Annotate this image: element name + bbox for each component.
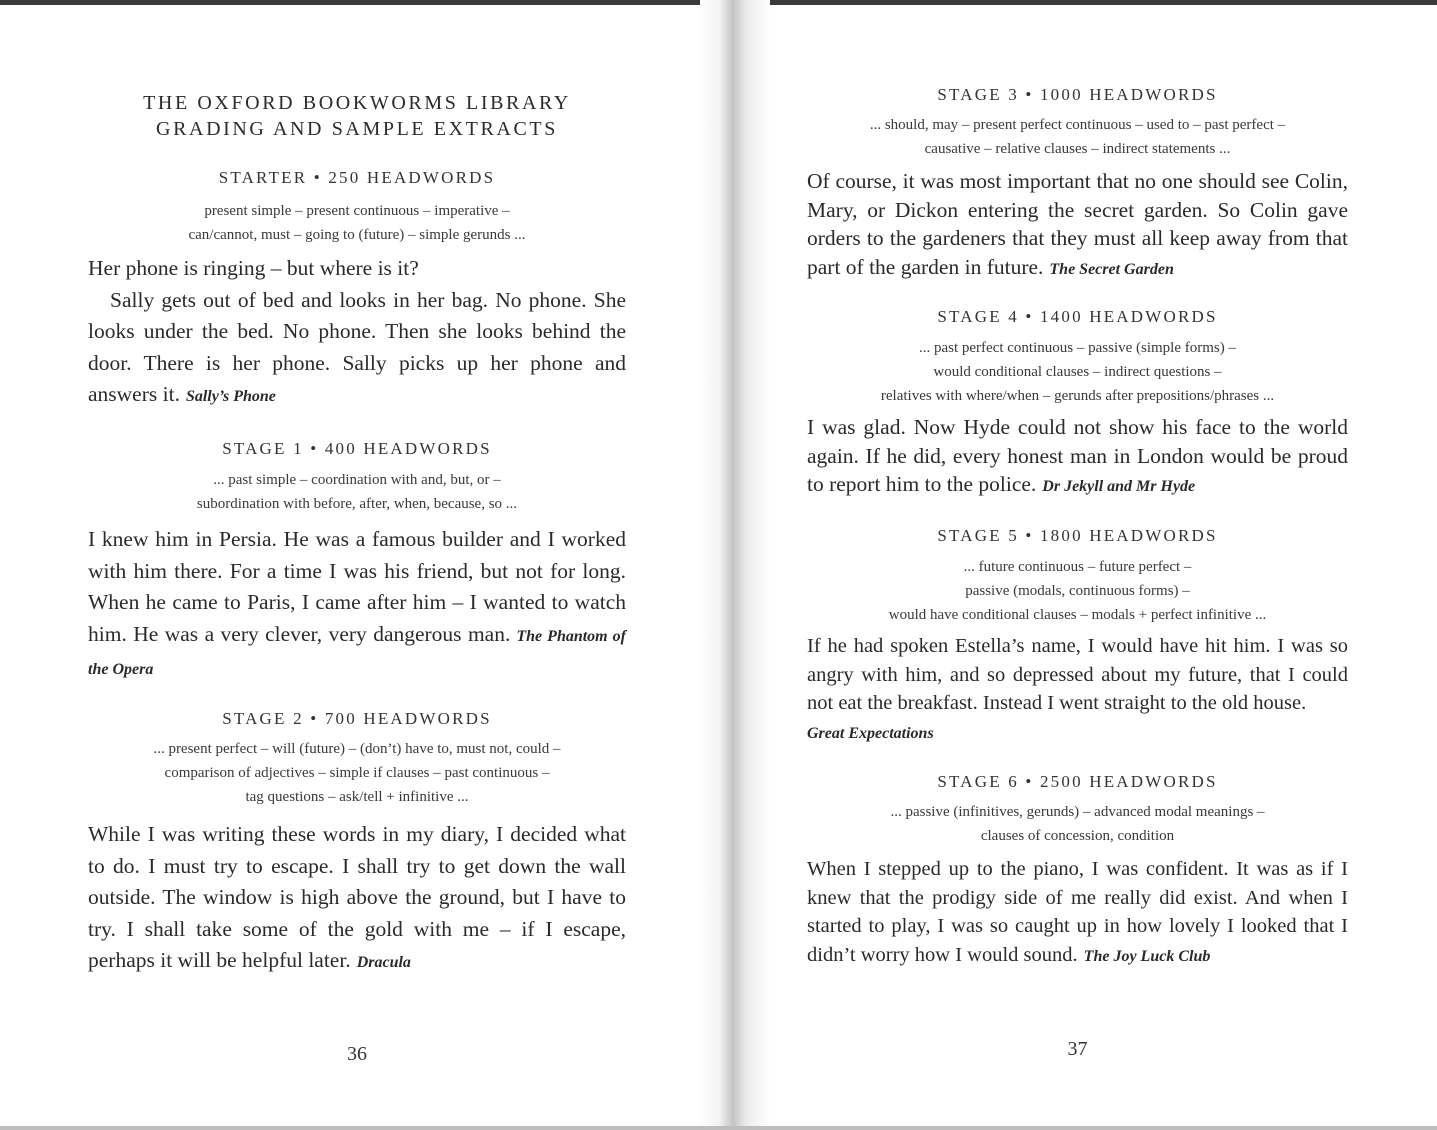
grammar-summary	[88, 737, 626, 809]
book-title: The Secret Garden	[1049, 260, 1174, 278]
extract-text: While I was writing these words in my diary, I decided what to do. I must try to escape. I shall try to get down the wall outside. The window is high above the ground, but I have to try. I shall take some of the gold with me – if I escape, perhaps it will be helpful later.	[88, 822, 626, 972]
grammar-line: comparison of adjectives – simple if clauses – past continuous –	[164, 765, 550, 781]
sample-extract	[88, 253, 626, 413]
grammar-line: ... past perfect continuous – passive (simple forms) –	[918, 340, 1236, 356]
grammar-summary	[807, 113, 1348, 161]
book-title: Dracula	[356, 954, 411, 971]
book-title: Sally’s Phone	[185, 388, 276, 405]
grammar-line: causative – relative clauses – indirect statements ...	[924, 141, 1231, 157]
grammar-summary	[807, 800, 1348, 848]
grammar-line: clauses of concession, condition	[980, 828, 1175, 844]
extract-text: When I stepped up to the piano, I was confident. It was as if I knew that the prodigy side of me really did exist. And when I started to play, I was so caught up in how lovely I looked that I didn’t worry how I would sound.	[807, 858, 1348, 966]
book-title: Dr Jekyll and Mr Hyde	[1042, 478, 1196, 495]
bottom-edge-line	[0, 1126, 1437, 1130]
extract-paragraph	[807, 413, 1348, 502]
sample-extract	[807, 855, 1348, 971]
grammar-summary	[807, 555, 1348, 627]
grammar-line: ... passive (infinitives, gerunds) – advanced modal meanings –	[890, 804, 1265, 820]
extract-text: Of course, it was most important that no one should see Colin, Mary, or Dickon entering the secret garden. So Colin gave orders to the gardeners that they must all keep away from that part of the garden in future.	[807, 169, 1348, 279]
extract-paragraph	[88, 285, 626, 413]
grammar-line: would conditional clauses – indirect questions –	[933, 364, 1222, 380]
book-title: Great Expectations	[807, 724, 934, 742]
header-line-2: GRADING AND SAMPLE EXTRACTS	[156, 118, 558, 140]
grammar-line: present simple – present continuous – imperative –	[204, 203, 510, 219]
page-number: 36	[347, 1043, 367, 1065]
extract-paragraph: Her phone is ringing – but where is it?	[88, 256, 419, 280]
extract-paragraph	[807, 855, 1348, 971]
sample-extract	[88, 524, 626, 686]
grammar-line: would have conditional clauses – modals + perfect infinitive ...	[888, 607, 1267, 623]
book-title: The Joy Luck Club	[1083, 947, 1211, 965]
grammar-summary	[807, 336, 1348, 408]
sample-extract	[88, 819, 626, 979]
extract-paragraph	[807, 632, 1348, 748]
stage-heading: STAGE 5 • 1800 HEADWORDS	[937, 526, 1218, 545]
stage-heading: STARTER • 250 HEADWORDS	[218, 168, 496, 187]
grammar-line: ... future continuous – future perfect –	[963, 559, 1192, 575]
extract-paragraph	[88, 524, 626, 686]
extract-paragraph	[807, 167, 1348, 284]
extract-paragraph	[88, 819, 626, 979]
grammar-line: ... should, may – present perfect continuous – used to – past perfect –	[869, 117, 1286, 133]
stage-heading: STAGE 4 • 1400 HEADWORDS	[937, 307, 1218, 326]
sample-extract	[807, 167, 1348, 284]
grammar-line: passive (modals, continuous forms) –	[965, 583, 1190, 599]
book-gutter	[700, 0, 770, 1130]
stage-heading: STAGE 1 • 400 HEADWORDS	[222, 439, 492, 458]
extract-text: If he had spoken Estella’s name, I would have hit him. I was so angry with him, and so depressed about my future, that I could not eat the breakfast. Instead I went straight to the old house.	[807, 635, 1348, 714]
extract-text: I knew him in Persia. He was a famous builder and I worked with him there. For a time I was his friend, but not for long. When he came to Paris, I came after him – I wanted to watch him. He was a very clever, very dangerous man.	[88, 527, 626, 646]
grammar-line: tag questions – ask/tell + infinitive ...	[245, 789, 469, 805]
sample-extract	[807, 413, 1348, 502]
grammar-line: can/cannot, must – going to (future) – simple gerunds ...	[188, 227, 526, 243]
grammar-line: relatives with where/when – gerunds after prepositions/phrases ...	[880, 388, 1275, 404]
stage-heading: STAGE 3 • 1000 HEADWORDS	[937, 85, 1218, 104]
grammar-summary	[88, 468, 626, 516]
page-header	[88, 90, 626, 142]
extract-text: Sally gets out of bed and looks in her bag. No phone. She looks under the bed. No phone. Then she looks behind the door. There is her phone. Sally picks up her phone and answers it.	[88, 287, 626, 406]
page-number: 37	[1067, 1038, 1088, 1060]
extract-text: I was glad. Now Hyde could not show his face to the world again. If he did, every honest man in London would be proud to report him to the police.	[807, 415, 1348, 496]
grammar-line: ... past simple – coordination with and, but, or –	[213, 472, 501, 488]
sample-extract	[807, 632, 1348, 748]
book-title: The Phantom of the Opera	[88, 627, 626, 678]
grammar-line: ... present perfect – will (future) – (don’t) have to, must not, could –	[153, 741, 561, 757]
grammar-line: subordination with before, after, when, because, so ...	[196, 496, 518, 512]
header-line-1: THE OXFORD BOOKWORMS LIBRARY	[143, 92, 571, 114]
stage-heading: STAGE 2 • 700 HEADWORDS	[222, 709, 492, 728]
stage-heading: STAGE 6 • 2500 HEADWORDS	[937, 772, 1218, 791]
grammar-summary	[88, 199, 626, 247]
